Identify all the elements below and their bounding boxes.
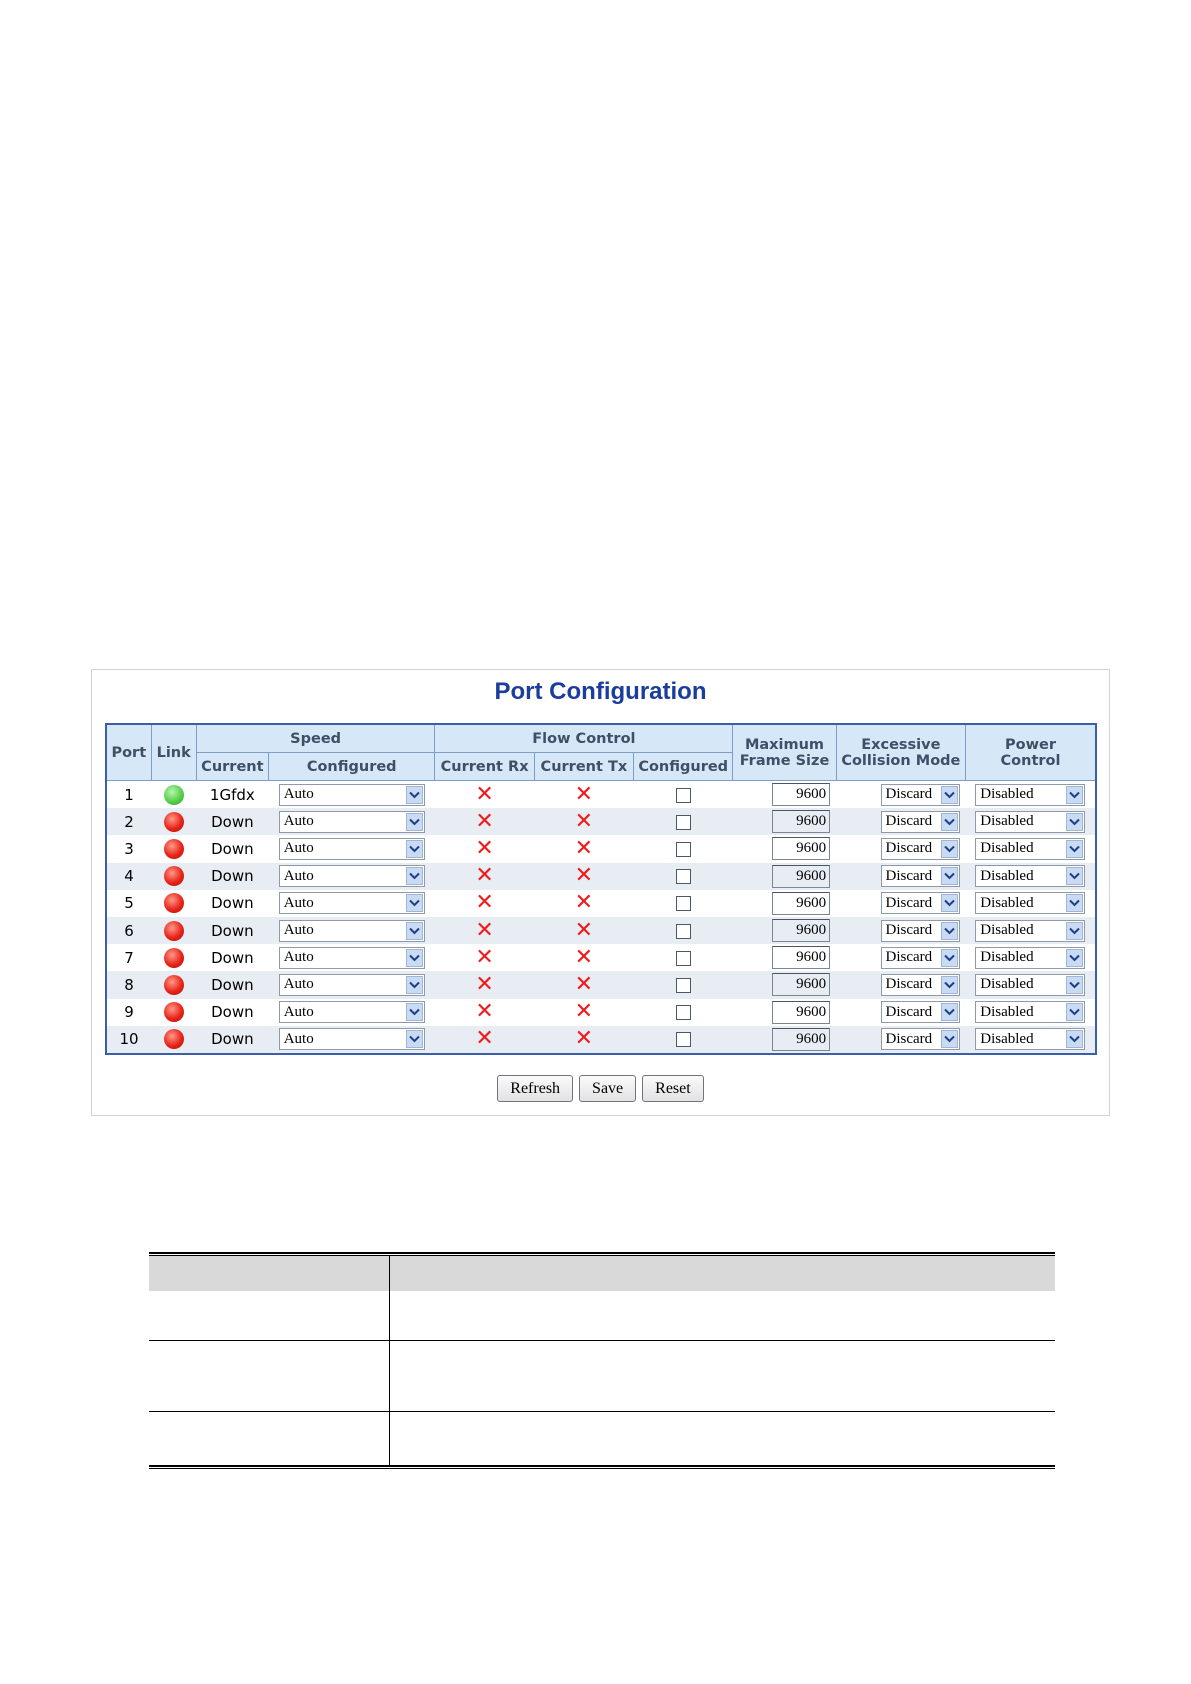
status-led-icon (164, 866, 184, 886)
link-status (151, 999, 196, 1026)
chevron-down-icon (406, 840, 423, 858)
chevron-down-icon (1066, 813, 1083, 831)
status-led-icon (164, 812, 184, 832)
speed-configured-select[interactable] (279, 811, 425, 833)
header-speed-configured: Configured (268, 753, 434, 781)
status-led-icon (164, 975, 184, 995)
power-control-cell (966, 835, 1096, 862)
excessive-collision-select[interactable] (881, 838, 960, 860)
power-control-select[interactable] (975, 892, 1085, 914)
fc-configured (634, 890, 733, 917)
chevron-down-icon (941, 840, 958, 858)
max-frame-size-input[interactable]: 9600 (772, 919, 830, 942)
chevron-down-icon (1066, 949, 1083, 967)
select-value: Disabled (980, 1003, 1034, 1020)
speed-configured-select[interactable] (279, 784, 425, 806)
fc-current-rx (435, 944, 534, 971)
chevron-down-icon (941, 813, 958, 831)
power-control-select[interactable] (975, 947, 1085, 969)
red-x-icon: ✕ (475, 890, 494, 916)
max-frame-size-input[interactable]: 9600 (772, 1028, 830, 1051)
link-status (151, 808, 196, 835)
link-status (151, 917, 196, 944)
flow-control-checkbox[interactable] (676, 1032, 691, 1047)
speed-configured-cell (268, 890, 434, 917)
fc-configured (634, 808, 733, 835)
red-x-icon: ✕ (574, 781, 594, 807)
row-divider (149, 1340, 1055, 1341)
fc-configured (634, 971, 733, 998)
chevron-down-icon (406, 894, 423, 912)
red-x-icon: ✕ (574, 808, 594, 834)
chevron-down-icon (941, 867, 958, 885)
select-value: Disabled (980, 1030, 1034, 1047)
table-bottom-rule (149, 1465, 1055, 1469)
speed-configured-select[interactable] (279, 974, 425, 996)
table-row (106, 890, 1096, 917)
chevron-down-icon (941, 922, 958, 940)
speed-current: Down (196, 944, 268, 971)
ecm-cell (836, 808, 965, 835)
max-frame-size-input[interactable]: 9600 (772, 810, 830, 833)
max-frame-size-cell (733, 890, 836, 917)
link-status (151, 1026, 196, 1054)
status-led-icon (164, 1002, 184, 1022)
link-status (151, 890, 196, 917)
red-x-icon: ✕ (475, 971, 494, 997)
excessive-collision-select[interactable] (881, 865, 960, 887)
power-control-cell (966, 971, 1096, 998)
chevron-down-icon (1066, 1003, 1083, 1021)
table-row (106, 808, 1096, 835)
chevron-down-icon (406, 1030, 423, 1048)
excessive-collision-select[interactable] (881, 1028, 960, 1050)
chevron-down-icon (406, 786, 423, 804)
header-power-line1: Power (1005, 736, 1056, 753)
status-led-icon (164, 839, 184, 859)
power-control-select[interactable] (975, 920, 1085, 942)
fc-current-tx (534, 835, 633, 862)
select-value: Discard (885, 786, 933, 803)
fc-current-rx (435, 999, 534, 1026)
link-status (151, 835, 196, 862)
table-row (106, 917, 1096, 944)
table-row (106, 781, 1096, 809)
header-max-frame-line2: Frame Size (739, 752, 830, 769)
chevron-down-icon (1066, 894, 1083, 912)
red-x-icon: ✕ (475, 835, 494, 861)
fc-current-rx (435, 890, 534, 917)
speed-configured-select[interactable] (279, 1001, 425, 1023)
select-value: Auto (283, 976, 314, 993)
speed-configured-select[interactable] (279, 947, 425, 969)
chevron-down-icon (1066, 1030, 1083, 1048)
red-x-icon: ✕ (574, 999, 594, 1025)
chevron-down-icon (406, 922, 423, 940)
ecm-cell (836, 971, 965, 998)
flow-control-checkbox[interactable] (676, 896, 691, 911)
speed-current: 1Gfdx (196, 781, 268, 809)
select-value: Discard (885, 894, 933, 911)
select-value: Auto (283, 786, 314, 803)
chevron-down-icon (941, 1003, 958, 1021)
status-led-icon (164, 1029, 184, 1049)
speed-configured-cell (268, 835, 434, 862)
port-number: 9 (106, 999, 151, 1026)
header-fc-current-rx: Current Rx (435, 753, 534, 781)
fc-configured (634, 863, 733, 890)
reset-button[interactable]: Reset (642, 1075, 704, 1102)
header-power-line2: Control (1000, 752, 1061, 769)
chevron-down-icon (941, 786, 958, 804)
red-x-icon: ✕ (475, 781, 494, 807)
speed-configured-cell (268, 917, 434, 944)
power-control-cell (966, 1026, 1096, 1054)
speed-current: Down (196, 999, 268, 1026)
select-value: Disabled (980, 840, 1034, 857)
select-value: Disabled (980, 976, 1034, 993)
fc-configured (634, 999, 733, 1026)
select-value: Auto (283, 1003, 314, 1020)
select-value: Disabled (980, 813, 1034, 830)
speed-configured-select[interactable] (279, 838, 425, 860)
excessive-collision-select[interactable] (881, 974, 960, 996)
select-value: Disabled (980, 867, 1034, 884)
select-value: Auto (283, 813, 314, 830)
red-x-icon: ✕ (574, 835, 594, 861)
max-frame-size-cell (733, 971, 836, 998)
header-link: Link (151, 724, 196, 781)
max-frame-size-input[interactable]: 9600 (772, 973, 830, 996)
chevron-down-icon (941, 976, 958, 994)
max-frame-size-input[interactable]: 9600 (772, 1001, 830, 1024)
excessive-collision-select[interactable] (881, 784, 960, 806)
select-value: Discard (885, 867, 933, 884)
fc-current-tx (534, 917, 633, 944)
chevron-down-icon (1066, 867, 1083, 885)
status-led-icon (164, 948, 184, 968)
port-configuration-table (105, 723, 1097, 1055)
power-control-cell (966, 999, 1096, 1026)
speed-configured-cell (268, 944, 434, 971)
flow-control-checkbox[interactable] (676, 924, 691, 939)
fc-current-rx (435, 781, 534, 809)
max-frame-size-cell (733, 835, 836, 862)
speed-configured-select[interactable] (279, 892, 425, 914)
flow-control-checkbox[interactable] (676, 815, 691, 830)
red-x-icon: ✕ (574, 971, 594, 997)
power-control-select[interactable] (975, 1001, 1085, 1023)
link-status (151, 944, 196, 971)
port-number: 7 (106, 944, 151, 971)
port-number: 1 (106, 781, 151, 809)
max-frame-size-cell (733, 1026, 836, 1054)
select-value: Discard (885, 1030, 933, 1047)
table-header-row (149, 1256, 1055, 1291)
header-ecm-line2: Collision Mode (841, 752, 961, 769)
speed-configured-cell (268, 863, 434, 890)
link-status (151, 863, 196, 890)
fc-current-tx (534, 781, 633, 809)
fc-current-tx (534, 1026, 633, 1054)
fc-current-tx (534, 971, 633, 998)
fc-current-tx (534, 863, 633, 890)
excessive-collision-select[interactable] (881, 1001, 960, 1023)
ecm-cell (836, 781, 965, 809)
power-control-cell (966, 944, 1096, 971)
header-speed: Speed (196, 724, 435, 753)
select-value: Discard (885, 922, 933, 939)
select-value: Discard (885, 949, 933, 966)
header-flow-control: Flow Control (435, 724, 733, 753)
red-x-icon: ✕ (574, 890, 594, 916)
flow-control-checkbox[interactable] (676, 842, 691, 857)
chevron-down-icon (406, 867, 423, 885)
max-frame-size-input[interactable]: 9600 (772, 837, 830, 860)
speed-current: Down (196, 917, 268, 944)
speed-configured-cell (268, 781, 434, 809)
excessive-collision-select[interactable] (881, 920, 960, 942)
power-control-select[interactable] (975, 811, 1085, 833)
select-value: Discard (885, 1003, 933, 1020)
port-number: 5 (106, 890, 151, 917)
flow-control-checkbox[interactable] (676, 869, 691, 884)
port-number: 8 (106, 971, 151, 998)
power-control-select[interactable] (975, 784, 1085, 806)
fc-current-tx (534, 890, 633, 917)
red-x-icon: ✕ (475, 944, 494, 970)
red-x-icon: ✕ (475, 1026, 494, 1052)
power-control-cell (966, 917, 1096, 944)
speed-current: Down (196, 863, 268, 890)
fc-current-tx (534, 999, 633, 1026)
red-x-icon: ✕ (475, 999, 494, 1025)
max-frame-size-input[interactable]: 9600 (772, 946, 830, 969)
chevron-down-icon (406, 949, 423, 967)
red-x-icon: ✕ (574, 917, 594, 943)
power-control-select[interactable] (975, 865, 1085, 887)
fc-configured (634, 1026, 733, 1054)
fc-configured (634, 917, 733, 944)
link-status (151, 781, 196, 809)
select-value: Auto (283, 840, 314, 857)
power-control-cell (966, 890, 1096, 917)
speed-configured-select[interactable] (279, 920, 425, 942)
select-value: Auto (283, 949, 314, 966)
max-frame-size-input[interactable]: 9600 (772, 892, 830, 915)
ecm-cell (836, 999, 965, 1026)
header-ecm-line1: Excessive (861, 736, 941, 753)
port-number: 6 (106, 917, 151, 944)
flow-control-checkbox[interactable] (676, 1005, 691, 1020)
header-fc-configured: Configured (634, 753, 733, 781)
ecm-cell (836, 944, 965, 971)
fc-current-rx (435, 1026, 534, 1054)
speed-configured-cell (268, 808, 434, 835)
link-status (151, 971, 196, 998)
max-frame-size-cell (733, 917, 836, 944)
speed-configured-select[interactable] (279, 1028, 425, 1050)
excessive-collision-select[interactable] (881, 892, 960, 914)
port-number: 3 (106, 835, 151, 862)
speed-configured-select[interactable] (279, 865, 425, 887)
table-row (106, 944, 1096, 971)
fc-current-tx (534, 808, 633, 835)
chevron-down-icon (406, 813, 423, 831)
status-led-icon (164, 921, 184, 941)
table-row (106, 999, 1096, 1026)
max-frame-size-cell (733, 808, 836, 835)
power-control-select[interactable] (975, 974, 1085, 996)
max-frame-size-cell (733, 781, 836, 809)
table-row (106, 835, 1096, 862)
header-fc-current-tx: Current Tx (534, 753, 633, 781)
flow-control-checkbox[interactable] (676, 978, 691, 993)
chevron-down-icon (941, 894, 958, 912)
speed-current: Down (196, 835, 268, 862)
speed-configured-cell (268, 1026, 434, 1054)
header-max-frame-size (733, 724, 836, 781)
ecm-cell (836, 917, 965, 944)
port-configuration-panel (91, 669, 1110, 1116)
status-led-icon (164, 785, 184, 805)
flow-control-checkbox[interactable] (676, 788, 691, 803)
select-value: Auto (283, 1030, 314, 1047)
red-x-icon: ✕ (475, 808, 494, 834)
page-title: Port Configuration (494, 678, 707, 705)
select-value: Disabled (980, 922, 1034, 939)
max-frame-size-cell (733, 999, 836, 1026)
power-control-select[interactable] (975, 838, 1085, 860)
chevron-down-icon (941, 949, 958, 967)
ecm-cell (836, 1026, 965, 1054)
refresh-button[interactable]: Refresh (497, 1075, 573, 1102)
max-frame-size-input[interactable]: 9600 (772, 783, 830, 806)
chevron-down-icon (941, 1030, 958, 1048)
port-number: 4 (106, 863, 151, 890)
fc-current-rx (435, 808, 534, 835)
max-frame-size-input[interactable]: 9600 (772, 865, 830, 888)
table-row (106, 971, 1096, 998)
fc-configured (634, 944, 733, 971)
column-divider (389, 1256, 390, 1466)
fc-current-rx (435, 835, 534, 862)
header-port: Port (106, 724, 151, 781)
speed-current: Down (196, 808, 268, 835)
speed-current: Down (196, 1026, 268, 1054)
flow-control-checkbox[interactable] (676, 951, 691, 966)
table-row (106, 1026, 1096, 1054)
ecm-cell (836, 863, 965, 890)
red-x-icon: ✕ (475, 863, 494, 889)
power-control-cell (966, 808, 1096, 835)
speed-current: Down (196, 890, 268, 917)
select-value: Discard (885, 976, 933, 993)
red-x-icon: ✕ (475, 917, 494, 943)
chevron-down-icon (1066, 922, 1083, 940)
fc-current-rx (435, 971, 534, 998)
chevron-down-icon (1066, 976, 1083, 994)
row-divider (149, 1411, 1055, 1412)
power-control-cell (966, 863, 1096, 890)
speed-configured-cell (268, 999, 434, 1026)
red-x-icon: ✕ (574, 1026, 594, 1052)
power-control-cell (966, 781, 1096, 809)
max-frame-size-cell (733, 944, 836, 971)
port-rows (106, 781, 1096, 1054)
fc-configured (634, 835, 733, 862)
speed-current: Down (196, 971, 268, 998)
select-value: Auto (283, 922, 314, 939)
speed-configured-cell (268, 971, 434, 998)
select-value: Auto (283, 867, 314, 884)
fc-current-rx (435, 917, 534, 944)
header-speed-current: Current (196, 753, 268, 781)
table-row (106, 863, 1096, 890)
max-frame-size-cell (733, 863, 836, 890)
select-value: Discard (885, 840, 933, 857)
excessive-collision-select[interactable] (881, 947, 960, 969)
header-max-frame-line1: Maximum (744, 736, 825, 753)
chevron-down-icon (406, 1003, 423, 1021)
excessive-collision-select[interactable] (881, 811, 960, 833)
port-number: 10 (106, 1026, 151, 1054)
select-value: Auto (283, 894, 314, 911)
port-number: 2 (106, 808, 151, 835)
red-x-icon: ✕ (574, 944, 594, 970)
header-excessive-collision-mode (836, 724, 965, 781)
fc-current-rx (435, 863, 534, 890)
power-control-select[interactable] (975, 1028, 1085, 1050)
select-value: Disabled (980, 949, 1034, 966)
status-led-icon (164, 893, 184, 913)
fc-current-tx (534, 944, 633, 971)
save-button[interactable]: Save (579, 1075, 636, 1102)
select-value: Disabled (980, 894, 1034, 911)
chevron-down-icon (1066, 786, 1083, 804)
button-row (92, 1075, 1109, 1102)
chevron-down-icon (406, 976, 423, 994)
header-power-control (966, 724, 1096, 781)
fc-configured (634, 781, 733, 809)
ecm-cell (836, 890, 965, 917)
ecm-cell (836, 835, 965, 862)
select-value: Discard (885, 813, 933, 830)
red-x-icon: ✕ (574, 863, 594, 889)
chevron-down-icon (1066, 840, 1083, 858)
select-value: Disabled (980, 786, 1034, 803)
